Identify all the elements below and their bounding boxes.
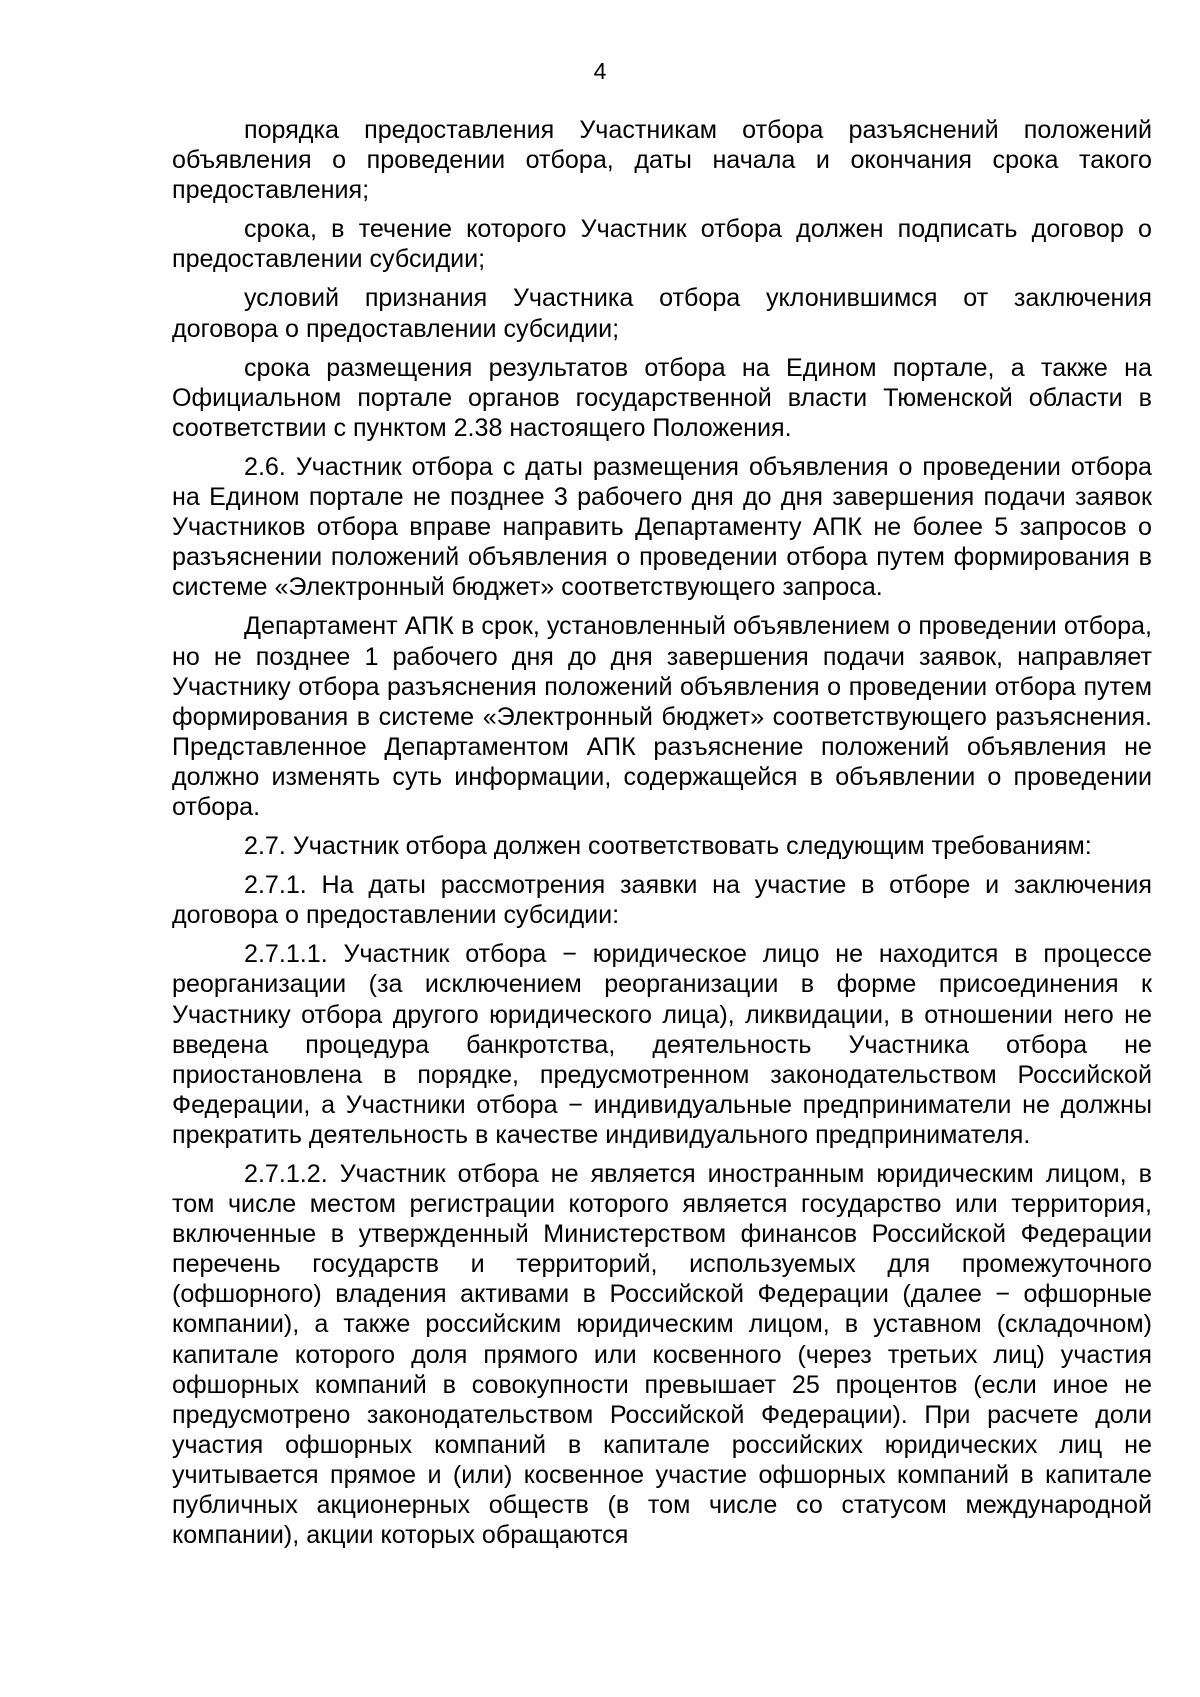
paragraph-contract-signing-term: срока, в течение которого Участник отбора должен подписать договор о предоставлении субсидии; (172, 215, 1152, 274)
document-body (172, 115, 1152, 1550)
paragraph-2-7-1: 2.7.1. На даты рассмотрения заявки на участие в отборе и заключения договора о предоставлении субсидии: (172, 871, 1152, 930)
paragraph-2-7: 2.7. Участник отбора должен соответствовать следующим требованиям: (244, 832, 1092, 861)
paragraph-clarification-procedure: порядка предоставления Участникам отбора разъяснений положений объявления о проведении отбора, даты начала и окончания срока такого предоставления; (172, 116, 1152, 205)
paragraph-evasion-conditions: условий признания Участника отбора уклонившимся от заключения договора о предоставлении субсидии; (172, 284, 1152, 343)
page-number: 4 (593, 58, 607, 84)
paragraph-department-clarification: Департамент АПК в срок, установленный объявлением о проведении отбора, но не позднее 1 рабочего дня до дня завершения подачи заявок, направляет Участнику отбора разъяснения положений объявления о проведении отбора путем формирования в системе «Электронный бюджет» соответствующего разъяснения. Представленное Департаментом АПК разъяснение положений объявления не должно изменять суть информации, содержащейся в объявлении о проведении отбора. (172, 612, 1152, 821)
paragraph-2-6: 2.6. Участник отбора с даты размещения объявления о проведении отбора на Едином портале не позднее 3 рабочего дня до дня завершения подачи заявок Участников отбора вправе направить Департаменту АПК не более 5 запросов о разъяснении положений объявления о проведении отбора путем формирования в системе «Электронный бюджет» соответствующего запроса. (172, 452, 1152, 602)
paragraph-2-7-1-2: 2.7.1.2. Участник отбора не является иностранным юридическим лицом, в том числе местом регистрации которого является государство или территория, включенные в утвержденный Министерством финансов Российской Федерации перечень государств и территорий, используемых для промежуточного (офшорного) владения активами в Российской Федерации (далее − офшорные компании), а также российским юридическим лицом, в уставном (складочном) капитале которого доля прямого или косвенного (через третьих лиц) участия офшорных компаний в совокупности превышает 25 процентов (если иное не предусмотрено законодательством Российской Федерации). При расчете доли участия офшорных компаний в капитале российских юридических лиц не учитывается прямое и (или) косвенное участие офшорных компаний в капитале публичных акционерных обществ (в том числе со статусом международной компании), акции которых обращаются (172, 1160, 1152, 1550)
paragraph-results-publication-term: срока размещения результатов отбора на Едином портале, а также на Официальном портале органов государственной власти Тюменской области в соответствии с пунктом 2.38 настоящего Положения. (172, 353, 1152, 442)
paragraph-2-7-1-1: 2.7.1.1. Участник отбора − юридическое лицо не находится в процессе реорганизации (за исключением реорганизации в форме присоединения к Участнику отбора другого юридического лица), ликвидации, в отношении него не введена процедура банкротства, деятельность Участника отбора не приостановлена в порядке, предусмотренном законодательством Российской Федерации, а Участники отбора − индивидуальные предприниматели не должны прекратить деятельность в качестве индивидуального предпринимателя. (172, 940, 1152, 1149)
